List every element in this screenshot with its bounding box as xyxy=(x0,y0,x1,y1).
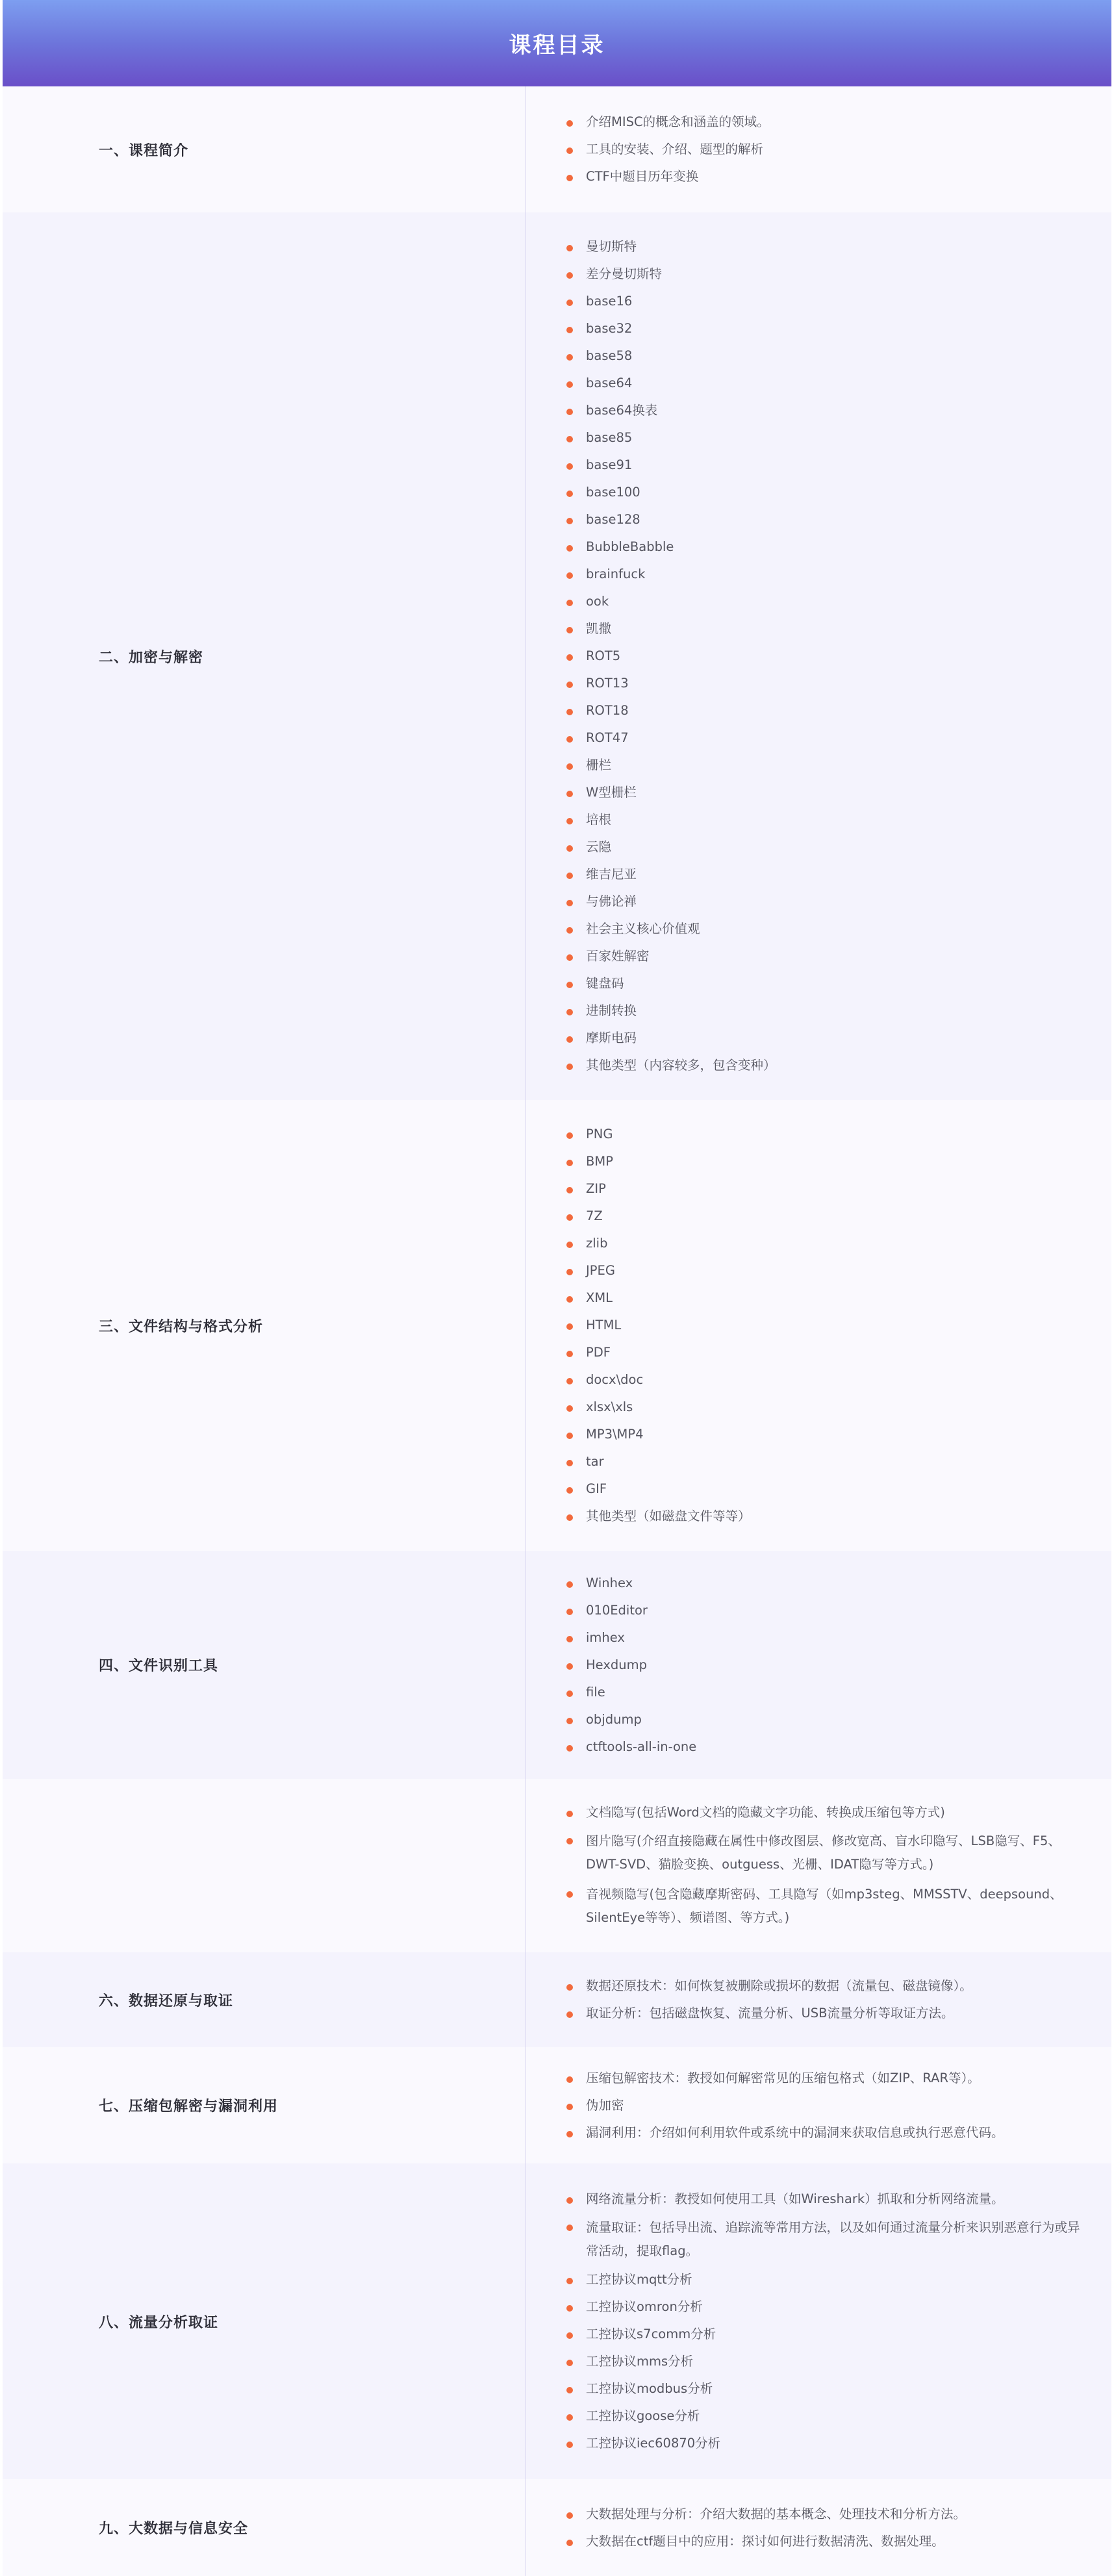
topic-item: 培根 xyxy=(566,810,1092,830)
topic-item: ROT5 xyxy=(566,646,1092,667)
topic-item: file xyxy=(566,1682,1092,1703)
section-title: 四、文件识别工具 xyxy=(3,1551,526,1779)
topic-item: 凯撒 xyxy=(566,618,1092,639)
topic-item: 大数据处理与分析：介绍大数据的基本概念、处理技术和分析方法。 xyxy=(566,2504,1092,2525)
catalog-table xyxy=(3,86,1111,2576)
topic-item: Hexdump xyxy=(566,1655,1092,1676)
section-title xyxy=(3,1779,526,1952)
topic-item: base85 xyxy=(566,427,1092,448)
catalog-row xyxy=(3,1952,1111,2047)
topic-item: 文档隐写(包括Word文档的隐藏文字功能、转换成压缩包等方式) xyxy=(566,1802,1092,1823)
topic-item: base64 xyxy=(566,373,1092,394)
topic-item: ROT47 xyxy=(566,728,1092,748)
topic-item: ROT13 xyxy=(566,673,1092,694)
topic-item: base100 xyxy=(566,482,1092,503)
topic-list xyxy=(526,86,1111,212)
topic-list xyxy=(526,1952,1111,2047)
catalog-row xyxy=(3,86,1111,212)
topic-item: 音视频隐写(包含隐藏摩斯密码、工具隐写（如mp3steg、MMSSTV、deepsound、SilentEye等等）、频谱图、等方式。) xyxy=(566,1883,1092,1930)
topic-item: 工控协议mms分析 xyxy=(566,2351,1092,2372)
topic-item: objdump xyxy=(566,1709,1092,1730)
topic-item: 社会主义核心价值观 xyxy=(566,919,1092,939)
topic-item: ZIP xyxy=(566,1179,1092,1199)
topic-item: base91 xyxy=(566,455,1092,476)
topic-item: 伪加密 xyxy=(566,2095,1092,2116)
topic-item: GIF xyxy=(566,1479,1092,1499)
topic-item: base64换表 xyxy=(566,400,1092,421)
topic-item: 键盘码 xyxy=(566,973,1092,994)
topic-item: 流量取证：包括导出流、追踪流等常用方法，以及如何通过流量分析来识别恶意行为或异常活动，提取flag。 xyxy=(566,2216,1092,2263)
topic-list xyxy=(526,1100,1111,1551)
catalog-row xyxy=(3,212,1111,1100)
topic-item: 工控协议s7comm分析 xyxy=(566,2324,1092,2345)
topic-item: 010Editor xyxy=(566,1600,1092,1621)
catalog-header xyxy=(3,0,1111,86)
topic-item: 压缩包解密技术：教授如何解密常见的压缩包格式（如ZIP、RAR等）。 xyxy=(566,2068,1092,2089)
topic-item: 与佛论禅 xyxy=(566,891,1092,912)
topic-item: 摩斯电码 xyxy=(566,1028,1092,1049)
topic-item: PDF xyxy=(566,1342,1092,1363)
catalog-row xyxy=(3,2479,1111,2576)
section-title: 八、流量分析取证 xyxy=(3,2163,526,2479)
topic-item: 工具的安装、介绍、题型的解析 xyxy=(566,139,1092,160)
topic-list xyxy=(526,2479,1111,2576)
topic-item: 曼切斯特 xyxy=(566,236,1092,257)
topic-item: 数据还原技术：如何恢复被删除或损坏的数据（流量包、磁盘镜像）。 xyxy=(566,1976,1092,1996)
topic-item: CTF中题目历年变换 xyxy=(566,166,1092,187)
topic-list xyxy=(526,1779,1111,1952)
section-title: 三、文件结构与格式分析 xyxy=(3,1100,526,1551)
topic-item: 云隐 xyxy=(566,837,1092,858)
topic-item: base58 xyxy=(566,346,1092,366)
topic-item: BMP xyxy=(566,1151,1092,1172)
topic-item: JPEG xyxy=(566,1260,1092,1281)
topic-item: docx\doc xyxy=(566,1370,1092,1390)
topic-item: PNG xyxy=(566,1124,1092,1145)
topic-item: 百家姓解密 xyxy=(566,946,1092,967)
topic-list xyxy=(526,212,1111,1100)
topic-item: xlsx\xls xyxy=(566,1397,1092,1418)
catalog-row xyxy=(3,2047,1111,2163)
topic-item: 栅栏 xyxy=(566,755,1092,776)
section-title: 七、压缩包解密与漏洞利用 xyxy=(3,2047,526,2163)
topic-item: ctftools-all-in-one xyxy=(566,1737,1092,1757)
topic-item: 维吉尼亚 xyxy=(566,864,1092,885)
topic-item: 工控协议mqtt分析 xyxy=(566,2269,1092,2290)
page-title: 课程目录 xyxy=(509,32,605,58)
topic-item: 差分曼切斯特 xyxy=(566,264,1092,285)
topic-item: 漏洞利用：介绍如何利用软件或系统中的漏洞来获取信息或执行恶意代码。 xyxy=(566,2123,1092,2143)
topic-item: 图片隐写(介绍直接隐藏在属性中修改图层、修改宽高、盲水印隐写、LSB隐写、F5、DWT-SVD、猫脸变换、outguess、光栅、IDAT隐写等方式。) xyxy=(566,1830,1092,1876)
topic-list xyxy=(526,2047,1111,2163)
topic-item: ook xyxy=(566,591,1092,612)
topic-item: Winhex xyxy=(566,1573,1092,1594)
topic-item: ROT18 xyxy=(566,700,1092,721)
topic-item: 7Z xyxy=(566,1206,1092,1227)
topic-item: 进制转换 xyxy=(566,1001,1092,1021)
topic-item: 工控协议modbus分析 xyxy=(566,2378,1092,2399)
topic-item: 工控协议goose分析 xyxy=(566,2406,1092,2427)
catalog-row xyxy=(3,2163,1111,2479)
topic-item: base128 xyxy=(566,509,1092,530)
topic-item: XML xyxy=(566,1288,1092,1308)
topic-item: 其他类型（如磁盘文件等等） xyxy=(566,1506,1092,1527)
topic-item: 其他类型（内容较多，包含变种） xyxy=(566,1055,1092,1076)
topic-item: HTML xyxy=(566,1315,1092,1336)
catalog-row xyxy=(3,1100,1111,1551)
topic-item: 工控协议omron分析 xyxy=(566,2297,1092,2317)
topic-list xyxy=(526,2163,1111,2479)
topic-item: imhex xyxy=(566,1627,1092,1648)
topic-item: base16 xyxy=(566,291,1092,312)
section-title: 六、数据还原与取证 xyxy=(3,1952,526,2047)
section-title: 一、课程简介 xyxy=(3,86,526,212)
topic-item: W型栅栏 xyxy=(566,782,1092,803)
topic-item: BubbleBabble xyxy=(566,537,1092,557)
catalog-row xyxy=(3,1779,1111,1952)
topic-item: 取证分析：包括磁盘恢复、流量分析、USB流量分析等取证方法。 xyxy=(566,2003,1092,2024)
topic-item: zlib xyxy=(566,1233,1092,1254)
topic-item: 介绍MISC的概念和涵盖的领域。 xyxy=(566,112,1092,133)
topic-list xyxy=(526,1551,1111,1779)
topic-item: brainfuck xyxy=(566,564,1092,585)
topic-item: base32 xyxy=(566,318,1092,339)
topic-item: 工控协议iec60870分析 xyxy=(566,2433,1092,2454)
section-title: 二、加密与解密 xyxy=(3,212,526,1100)
section-title: 九、大数据与信息安全 xyxy=(3,2479,526,2576)
catalog-row xyxy=(3,1551,1111,1779)
topic-item: 大数据在ctf题目中的应用：探讨如何进行数据清洗、数据处理。 xyxy=(566,2531,1092,2552)
topic-item: MP3\MP4 xyxy=(566,1424,1092,1445)
topic-item: tar xyxy=(566,1451,1092,1472)
topic-item: 网络流量分析：教授如何使用工具（如Wireshark）抓取和分析网络流量。 xyxy=(566,2189,1092,2210)
